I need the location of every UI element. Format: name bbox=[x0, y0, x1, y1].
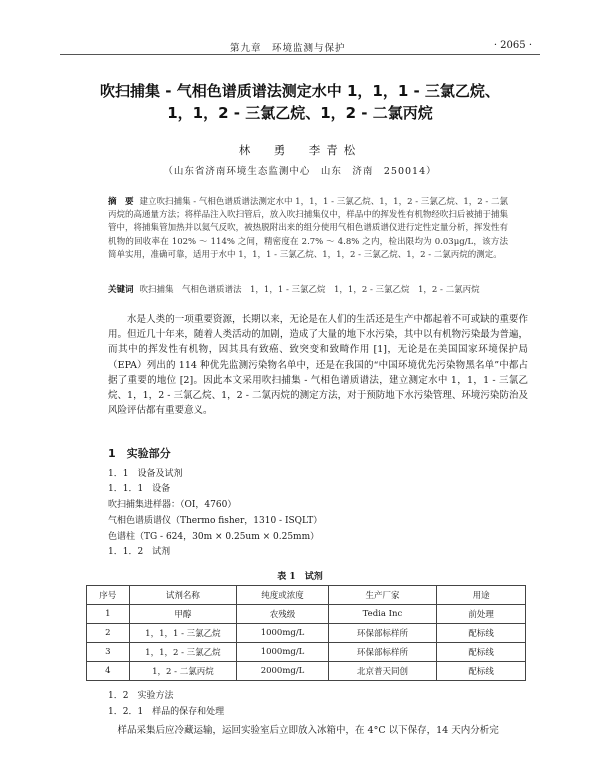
subsection-1-2: 1．2 实验方法 bbox=[108, 691, 174, 701]
abstract-label: 摘 要 bbox=[108, 197, 134, 207]
table-cell: 配标线 bbox=[437, 662, 526, 681]
table-cell: 环保部标样所 bbox=[328, 643, 436, 662]
body-last-line: 样品采集后应冷藏运输，运回实验室后立即放入冰箱中，在 4°C 以下保存，14 天内分析完 bbox=[117, 725, 499, 736]
table-header-cell: 序号 bbox=[87, 586, 130, 605]
table-cell: 1，1，2 - 三氯乙烷 bbox=[129, 643, 237, 662]
table-cell: 1000mg/L bbox=[237, 624, 328, 643]
abstract bbox=[108, 196, 508, 262]
table-cell: 配标线 bbox=[437, 643, 526, 662]
intro-paragraph: 水是人类的一项重要资源，长期以来，无论是在人们的生活还是生产中都起着不可或缺的重要作用。但近几十年来，随着人类活动的加剧，造成了大量的地下水污染，其中以有机物污染最为普遍，而其中的挥发性有机物，因其具有致癌、致突变和致畸作用 [1]，无论是在美国国家环境保护局（EPA）列出的 114 种优先监测污染物名单中，还是在我国的“中国环境优先污染物黑名单”中都占据了重要的地位 [2]。因此本文采用吹扫捕集 - 气相色谱质谱法，建立测定水中 1，1，1 - 三氯乙烷、1，1，2 - 三氯乙烷、1，2 - 二氯丙烷的测定方法，对于预防地下水污染管理、环境污染防治及风险评估都有重要意义。 bbox=[108, 314, 528, 417]
table-header-cell: 生产厂家 bbox=[328, 586, 436, 605]
authors: 林 勇 李青松 bbox=[238, 143, 362, 157]
table-header-cell: 用途 bbox=[437, 586, 526, 605]
table-cell: 3 bbox=[87, 643, 130, 662]
abstract-text: 建立吹扫捕集 - 气相色谱质谱法测定水中 1，1，1 - 三氯乙烷、1，1，2 - 三氯乙烷、1，2 - 二氯丙烷的高通量方法；将样品注入吹扫管后，放入吹扫捕集仪中，样品中的挥发性有机物经吹扫后被捕于捕集管中，将捕集管加热并以氦气反吹，被热脱附出来的组分使用气相色谱质谱仪进行定性定量分析，挥发性有机物的回收率在 102% ～ 114% 之间，精密度在 2.7% ～ 4.8% 之内，检出限均为 0.03μg/L，该方法简单实用，准确可靠，适用于水中 1，1，1 - 三氯乙烷、1，1，2 - 三氯乙烷、1，2 - 二氯丙烷的测定。 bbox=[108, 197, 508, 260]
table-cell: 北京普天同创 bbox=[328, 662, 436, 681]
keywords-text: 吹扫捕集 气相色谱质谱法 1，1，1 - 三氯乙烷 1，1，2 - 三氯乙烷 1，2 - 二氯丙烷 bbox=[139, 285, 480, 295]
paper-title bbox=[60, 80, 540, 124]
table-cell: 前处理 bbox=[437, 605, 526, 624]
table-cell: 1，2 - 二氯丙烷 bbox=[129, 662, 237, 681]
table-cell: 甲醇 bbox=[129, 605, 237, 624]
equipment-item: 气相色谱质谱仪（Thermo fisher，1310 - ISQLT） bbox=[108, 516, 323, 526]
table-cell: 1 bbox=[87, 605, 130, 624]
table-cell: 配标线 bbox=[437, 624, 526, 643]
table-title: 表 1 试剂 bbox=[277, 572, 323, 582]
table-row bbox=[87, 643, 526, 662]
table-row bbox=[87, 605, 526, 624]
title-line-2: 1，1，2 - 三氯乙烷、1，2 - 二氯丙烷 bbox=[167, 104, 433, 122]
table-cell: 2 bbox=[87, 624, 130, 643]
running-header bbox=[60, 40, 540, 55]
reagents-table bbox=[86, 585, 526, 681]
table-cell: 环保部标样所 bbox=[328, 624, 436, 643]
table-header-cell: 纯度或浓度 bbox=[237, 586, 328, 605]
keywords-label: 关键词 bbox=[108, 285, 134, 295]
page-number: · 2065 · bbox=[493, 40, 532, 51]
table-cell: 1，1，1 - 三氯乙烷 bbox=[129, 624, 237, 643]
table-cell: 4 bbox=[87, 662, 130, 681]
table-cell: Tedia Inc bbox=[328, 605, 436, 624]
table-cell: 农残级 bbox=[237, 605, 328, 624]
equipment-item: 吹扫捕集进样器：（OI，4760） bbox=[108, 500, 237, 510]
table-row bbox=[87, 624, 526, 643]
table-header-row bbox=[87, 586, 526, 605]
title-line-1: 吹扫捕集 - 气相色谱质谱法测定水中 1，1，1 - 三氯乙烷、 bbox=[100, 82, 500, 100]
header-section: 第九章 环境监测与保护 bbox=[230, 43, 346, 54]
table-header-cell: 试剂名称 bbox=[129, 586, 237, 605]
table-cell: 1000mg/L bbox=[237, 643, 328, 662]
subsection-1-1: 1．1 设备及试剂 bbox=[108, 469, 183, 479]
table-row bbox=[87, 662, 526, 681]
subsection-1-1-2: 1．1．2 试剂 bbox=[108, 547, 171, 557]
equipment-item: 色谱柱（TG - 624，30m × 0.25um × 0.25mm） bbox=[108, 532, 320, 542]
keywords bbox=[108, 283, 528, 295]
affiliation: （山东省济南环境生态监测中心 山东 济南 250014） bbox=[163, 166, 437, 177]
subsection-1-2-1: 1．2．1 样品的保存和处理 bbox=[108, 707, 225, 717]
table-cell: 2000mg/L bbox=[237, 662, 328, 681]
subsection-1-1-1: 1．1．1 设备 bbox=[108, 484, 171, 494]
section-heading-1: 1 实验部分 bbox=[108, 447, 171, 460]
